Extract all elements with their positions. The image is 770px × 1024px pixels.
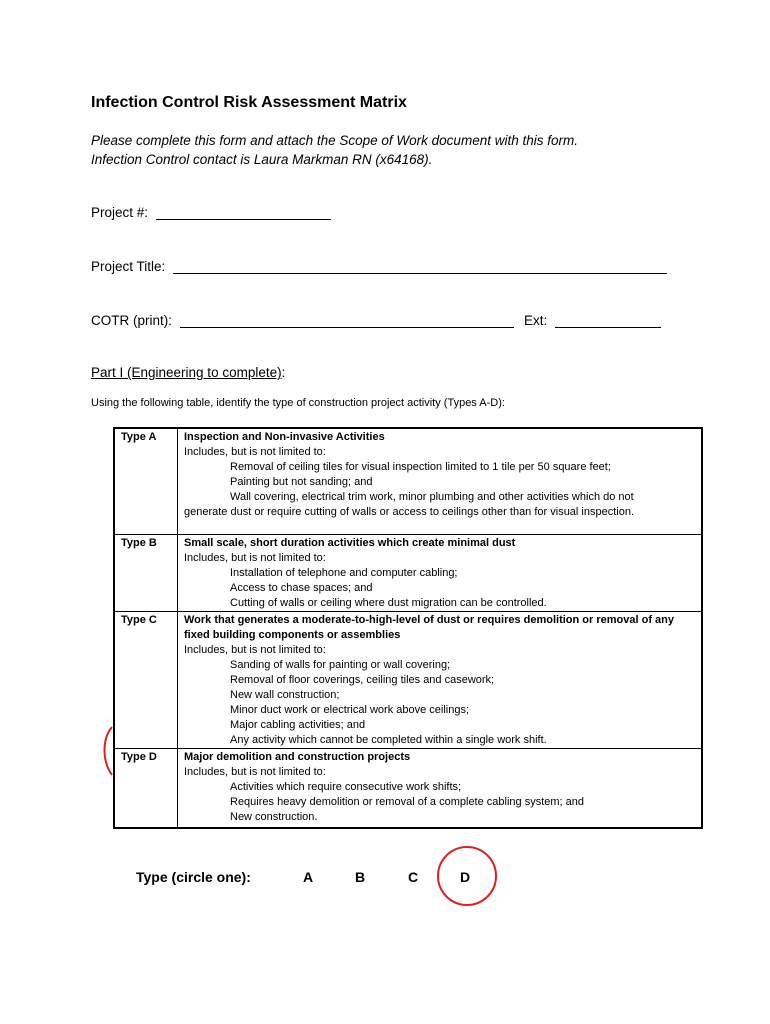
type-description: [178, 749, 703, 829]
list-item: Installation of telephone and computer cabling;: [230, 567, 458, 579]
type-label: Type A: [114, 428, 178, 535]
list-item: Minor duct work or electrical work above ceilings;: [230, 704, 470, 716]
list-item: Wall covering, electrical trim work, minor plumbing and other activities which do not: [230, 491, 634, 503]
part-one-heading-text: Part I (Engineering to complete): [91, 365, 282, 380]
instruction-line-1: Please complete this form and attach the Scope of Work document with this form.: [91, 133, 578, 148]
selected-circle-mark: [437, 846, 497, 906]
table-row: [114, 612, 702, 749]
includes-label: Includes, but is not limited to:: [184, 644, 326, 656]
type-label: Type B: [114, 535, 178, 612]
cotr-label: COTR (print):: [91, 313, 172, 328]
type-option-a[interactable]: A: [303, 869, 314, 885]
table-row: [114, 428, 702, 535]
type-title: Major demolition and construction projects: [184, 751, 411, 763]
list-item: Requires heavy demolition or removal of a complete cabling system; and: [230, 796, 585, 808]
project-number-field[interactable]: [156, 205, 331, 220]
list-item: Cutting of walls or ceiling where dust migration can be controlled.: [230, 597, 547, 609]
project-title-row: [91, 259, 667, 274]
project-title-label: Project Title:: [91, 259, 166, 274]
type-description: [178, 428, 703, 535]
project-number-row: [91, 205, 331, 220]
type-title: Inspection and Non-invasive Activities: [184, 431, 385, 443]
project-number-label: Project #:: [91, 205, 149, 220]
form-title: Infection Control Risk Assessment Matrix: [91, 94, 407, 111]
type-title: Small scale, short duration activities which create minimal dust: [184, 537, 516, 549]
list-item: Removal of ceiling tiles for visual inspection limited to 1 tile per 50 square feet;: [230, 461, 611, 473]
ext-field[interactable]: [555, 313, 661, 328]
part-one-heading-colon: :: [281, 365, 286, 380]
list-item: Activities which require consecutive work shifts;: [230, 781, 462, 793]
cotr-field[interactable]: [180, 313, 514, 328]
list-item: New wall construction;: [230, 689, 340, 701]
table-row: [114, 749, 702, 829]
type-description: [178, 612, 703, 749]
list-item: Access to chase spaces; and: [230, 582, 373, 594]
list-item: Removal of floor coverings, ceiling tiles and casework;: [230, 674, 495, 686]
type-description: [178, 535, 703, 612]
list-item: Sanding of walls for painting or wall covering;: [230, 659, 451, 671]
list-item: Any activity which cannot be completed within a single work shift.: [230, 734, 547, 746]
includes-label: Includes, but is not limited to:: [184, 766, 326, 778]
type-option-c[interactable]: C: [408, 869, 419, 885]
includes-label: Includes, but is not limited to:: [184, 552, 326, 564]
activity-type-table: [113, 427, 703, 829]
includes-label: Includes, but is not limited to:: [184, 446, 326, 458]
type-label: Type C: [114, 612, 178, 749]
cotr-row: [91, 313, 661, 328]
table-intro: Using the following table, identify the type of construction project activity (Types A-D):: [91, 397, 505, 409]
type-selection-label: Type (circle one):: [136, 869, 251, 885]
type-label: Type D: [114, 749, 178, 829]
table-row: [114, 535, 702, 612]
list-item: New construction.: [230, 811, 318, 823]
list-item: Painting but not sanding; and: [230, 476, 373, 488]
red-ink-arc-icon: [98, 725, 138, 777]
type-title: Work that generates a moderate-to-high-level of dust or requires demolition or removal of any fixed building components or assemblies: [184, 614, 674, 641]
list-item-continuation: generate dust or require cutting of walls or access to ceilings other than for visual inspection.: [184, 506, 635, 518]
part-one-heading: [91, 365, 285, 380]
instruction-line-2: Infection Control contact is Laura Markman RN (x64168).: [91, 152, 433, 167]
project-title-field[interactable]: [173, 259, 667, 274]
ext-label: Ext:: [524, 313, 548, 328]
list-item: Major cabling activities; and: [230, 719, 366, 731]
type-option-b[interactable]: B: [355, 869, 366, 885]
type-option-d[interactable]: D: [460, 869, 471, 885]
